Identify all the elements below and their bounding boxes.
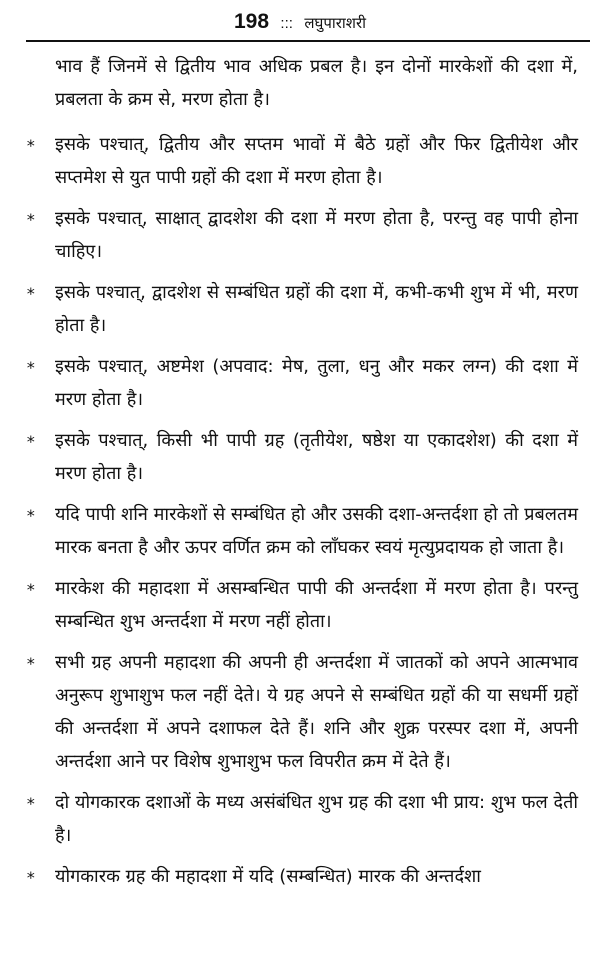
paragraph-text: इसके पश्चात्, किसी भी पापी ग्रह (तृतीयेश, षष्ठेश या एकादशेश) की दशा में मरण होता है। <box>55 430 578 484</box>
paragraph-text: इसके पश्चात्, अष्टमेश (अपवाद: मेष, तुला, धनु और मकर लग्न) की दशा में मरण होता है। <box>55 356 578 410</box>
bullet-marker: * <box>26 506 36 525</box>
bullet-item <box>0 860 600 893</box>
bullet-marker: * <box>26 794 36 813</box>
bullet-marker: * <box>26 284 36 303</box>
bullet-item <box>0 128 600 194</box>
bullet-item <box>0 646 600 778</box>
paragraph-text: इसके पश्चात्, द्वादशेश से सम्बंधित ग्रहों की दशा में, कभी-कभी शुभ में भी, मरण होता है। <box>55 282 578 336</box>
page-number: 198 <box>233 10 270 33</box>
continued-paragraph <box>0 50 600 116</box>
page-header <box>0 10 600 34</box>
paragraph-text: सभी ग्रह अपनी महादशा की अपनी ही अन्तर्दशा में जातकों को अपने आत्मभाव अनुरूप शुभाशुभ फल नहीं देते। ये ग्रह अपने से सम्बंधित ग्रहों की या सधर्मी ग्रहों की अन्तर्दशा में अपने दशाफल देते हैं। शनि और शुक्र परस्पर दशा में, अपनी अन्तर्दशा आने पर विशेष शुभाशुभ फल विपरीत क्रम में देते हैं। <box>55 652 578 772</box>
bullet-marker: * <box>26 432 36 451</box>
paragraph-text: मारकेश की महादशा में असम्बन्धित पापी की अन्तर्दशा में मरण होता है। परन्तु सम्बन्धित शुभ अन्तर्दशा में मरण नहीं होता। <box>55 578 578 632</box>
bullet-item <box>0 350 600 416</box>
bullet-item <box>0 424 600 490</box>
bullet-item <box>0 276 600 342</box>
bullet-marker: * <box>26 868 36 887</box>
paragraph-text: इसके पश्चात्, द्वितीय और सप्तम भावों में बैठे ग्रहों और फिर द्वितीयेश और सप्तमेश से युत पापी ग्रहों की दशा में मरण होता है। <box>55 134 578 188</box>
header-rule <box>26 40 590 42</box>
paragraph-text: योगकारक ग्रह की महादशा में यदि (सम्बन्धित) मारक की अन्तर्दशा <box>55 866 481 887</box>
bullet-item <box>0 572 600 638</box>
bullet-marker: * <box>26 358 36 377</box>
page-body <box>0 50 600 901</box>
bullet-item <box>0 202 600 268</box>
paragraph-text: यदि पापी शनि मारकेशों से सम्बंधित हो और उसकी दशा-अन्तर्दशा हो तो प्रबलतम मारक बनता है और ऊपर वर्णित क्रम को लाँघकर स्वयं मृत्युप्रदायक हो जाता है। <box>55 504 578 558</box>
header-separator: ::: <box>280 15 293 32</box>
bullet-marker: * <box>26 654 36 673</box>
paragraph-text: दो योगकारक दशाओं के मध्य असंबंधित शुभ ग्रह की दशा भी प्राय: शुभ फल देती है। <box>55 792 578 846</box>
paragraph-text: इसके पश्चात्, साक्षात् द्वादशेश की दशा में मरण होता है, परन्तु वह पापी होना चाहिए। <box>55 208 578 262</box>
bullet-item <box>0 498 600 564</box>
bullet-marker: * <box>26 210 36 229</box>
bullet-item <box>0 786 600 852</box>
bullet-marker: * <box>26 580 36 599</box>
bullet-marker: * <box>26 136 36 155</box>
running-title: लघुपाराशरी <box>304 14 367 32</box>
paragraph-text: भाव हैं जिनमें से द्वितीय भाव अधिक प्रबल है। इन दोनों मारकेशों की दशा में, प्रबलता के क्रम से, मरण होता है। <box>55 56 578 110</box>
